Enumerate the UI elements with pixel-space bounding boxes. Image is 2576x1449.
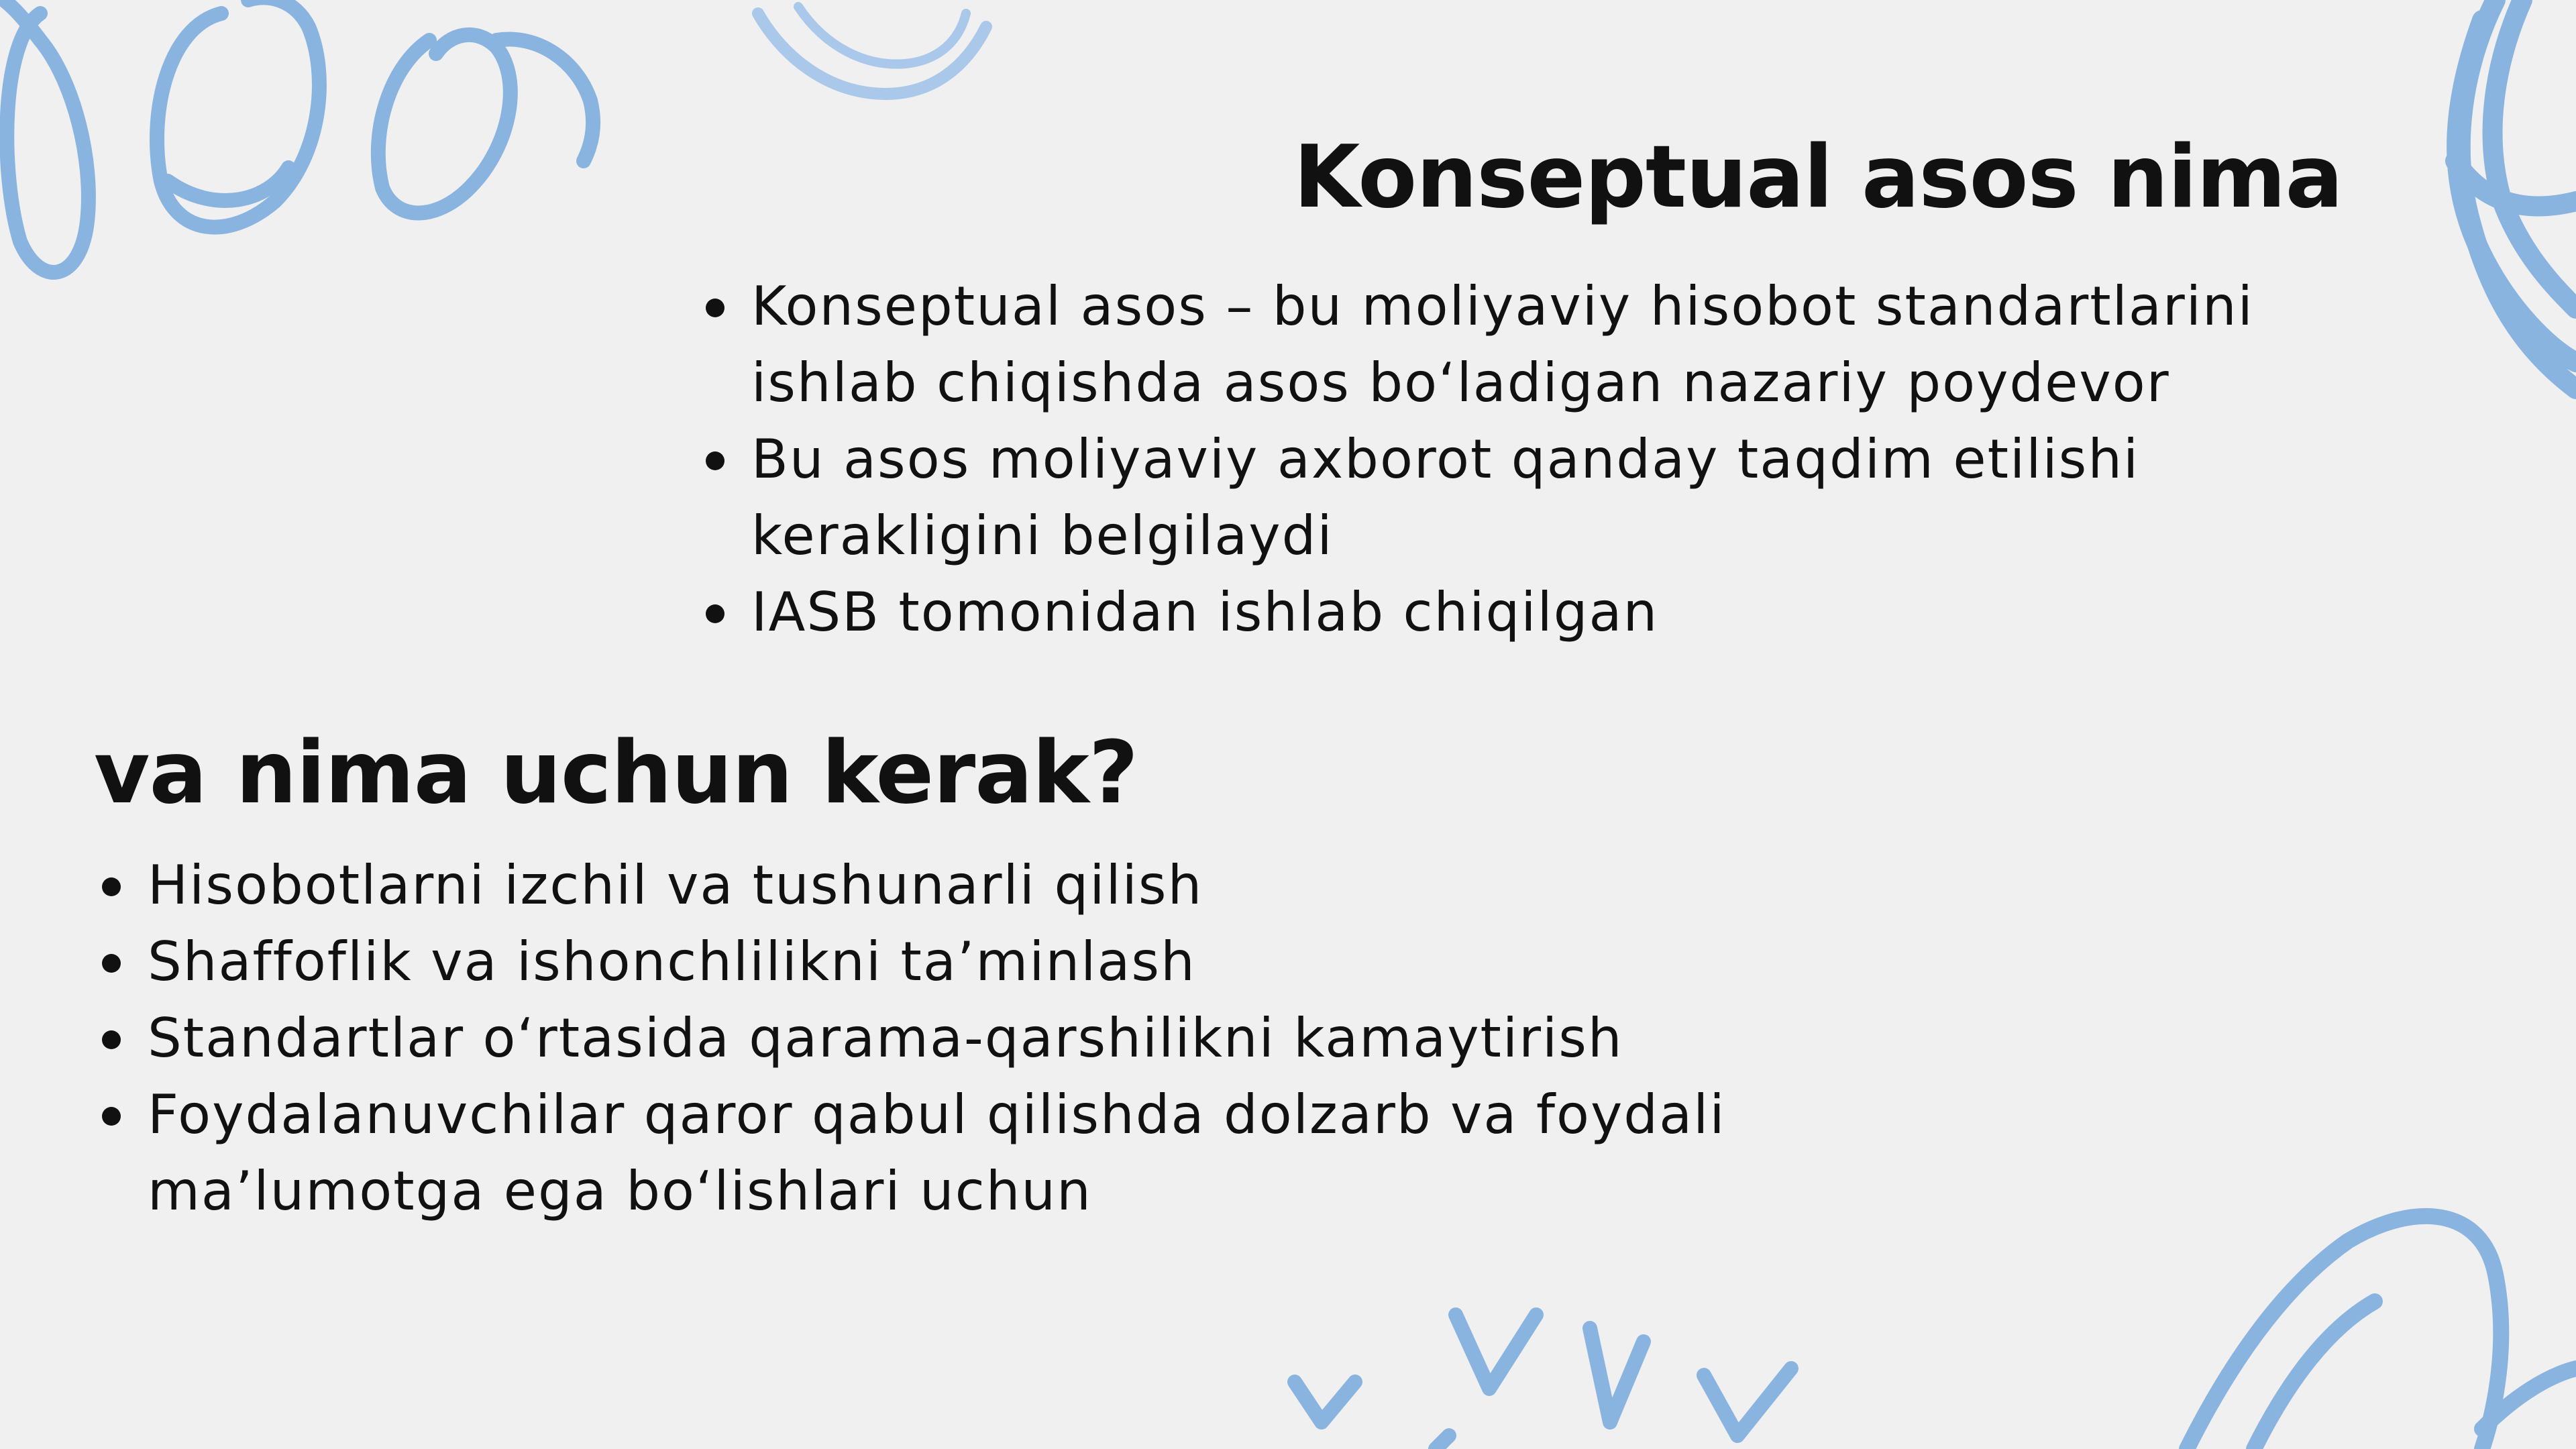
blue-loop-bottom-right	[2187, 1216, 2576, 1449]
section1-bullet-list	[698, 268, 2388, 651]
section2-title: va nima uchun kerak?	[94, 723, 1138, 823]
section1-bullet-item: Bu asos moliyaviy axborot qanday taqdim etilishi kerakligini belgilaydi	[698, 421, 2388, 574]
blue-scribble-top-right	[2455, 0, 2576, 389]
section2-bullet-item: Standartlar oʻrtasida qarama-qarshilikni kamaytirish	[94, 1000, 1771, 1077]
scribble-loops-top-left	[0, 0, 593, 272]
blue-blob-top	[718, 0, 1080, 137]
section2-bullet-list	[94, 847, 1771, 1230]
checkmarks-bottom	[1295, 1315, 1791, 1449]
section2-bullet-item: Hisobotlarni izchil va tushunarli qilish	[94, 847, 1771, 924]
section1-bullet-item: Konseptual asos – bu moliyaviy hisobot standartlarini ishlab chiqishda asos boʻladigan nazariy poydevor	[698, 268, 2388, 421]
section1-bullet-item: IASB tomonidan ishlab chiqilgan	[698, 574, 2388, 651]
section1-title: Konseptual asos nima	[1293, 127, 2343, 227]
section2-bullet-item: Foydalanuvchilar qaror qabul qilishda dolzarb va foydali maʼlumotga ega boʻlishlari uchun	[94, 1077, 1771, 1230]
section2-bullet-item: Shaffoflik va ishonchlilikni taʼminlash	[94, 924, 1771, 1000]
